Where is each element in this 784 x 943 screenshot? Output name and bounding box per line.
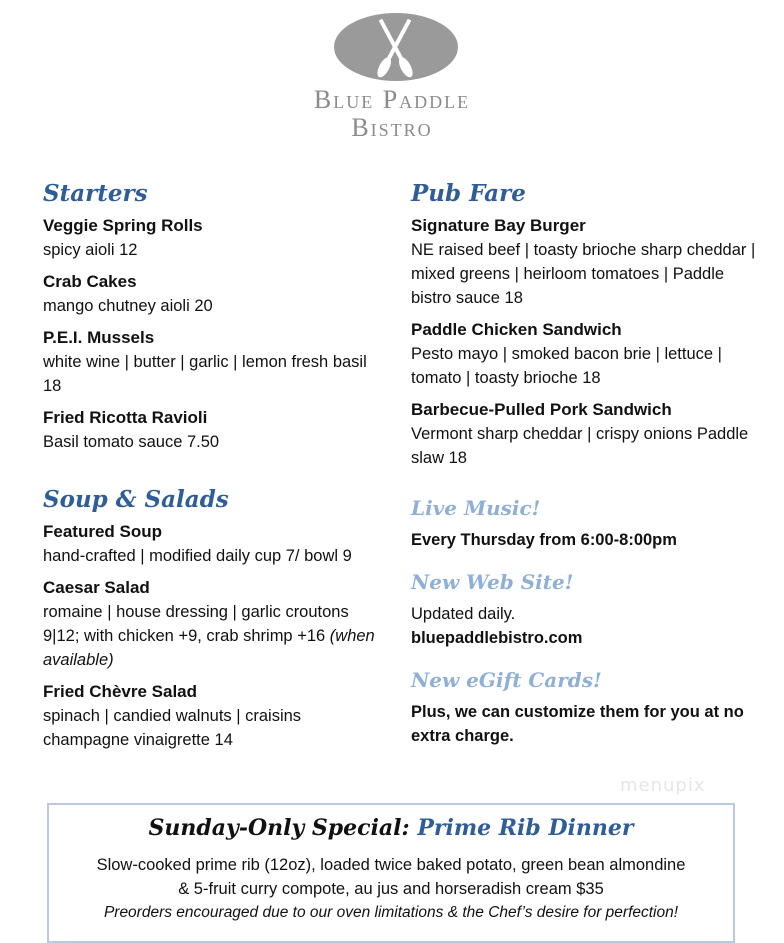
brand-name-line1: Blue Paddle (313, 85, 471, 114)
menu-item (411, 398, 756, 470)
menu-item (43, 214, 383, 262)
special-line: & 5-fruit curry compote, au jus and horseradish cream $35 (178, 880, 604, 898)
special-heading (49, 815, 733, 841)
menu-item (411, 318, 756, 390)
item-name: Caesar Salad (43, 578, 150, 597)
menu-item (411, 214, 756, 310)
website-heading: New Web Site! (411, 570, 574, 594)
menu-item (43, 520, 383, 568)
watermark: menupix (620, 775, 706, 796)
item-desc-text: romaine | house dressing | garlic croutons 9|12; with chicken +9, crab shrimp +16 (43, 603, 349, 645)
item-name: Featured Soup (43, 522, 163, 541)
live-music-heading: Live Music! (411, 496, 541, 520)
item-name: P.E.I. Mussels (43, 328, 155, 347)
crossed-paddles-icon (333, 12, 459, 82)
pubfare-heading: Pub Fare (411, 180, 526, 207)
right-column (411, 178, 756, 748)
menu-item (43, 406, 383, 454)
item-desc: NE raised beef | toasty brioche sharp cheddar | mixed greens | heirloom tomatoes | Paddle bistro sauce 18 (411, 241, 756, 307)
item-desc: spinach | candied walnuts | craisins champagne vinaigrette 14 (43, 707, 302, 749)
menu-item (43, 326, 383, 398)
item-name: Fried Chèvre Salad (43, 682, 198, 701)
item-desc: Basil tomato sauce 7.50 (43, 433, 220, 451)
egift-text: Plus, we can customize them for you at no extra charge. (411, 703, 744, 745)
item-desc: Pesto mayo | smoked bacon brie | lettuce | tomato | toasty brioche 18 (411, 345, 722, 387)
special-line: Slow-cooked prime rib (12oz), loaded twice baked potato, green bean almondine (96, 856, 686, 874)
item-name: Paddle Chicken Sandwich (411, 320, 622, 339)
item-desc (43, 600, 383, 672)
item-desc-note: (when available) (43, 627, 375, 669)
special-title: Prime Rib Dinner (417, 815, 634, 841)
item-desc: white wine | butter | garlic | lemon fresh basil 18 (43, 353, 367, 395)
left-column (43, 178, 383, 760)
website-text: Updated daily. (411, 605, 516, 623)
item-name: Barbecue-Pulled Pork Sandwich (411, 400, 672, 419)
item-desc: spicy aioli 12 (43, 241, 138, 259)
menu-item (43, 270, 383, 318)
item-name: Fried Ricotta Ravioli (43, 408, 208, 427)
brand-name-line2: Bistro (351, 113, 433, 142)
soups-heading: Soup & Salads (43, 486, 229, 513)
special-label: Sunday-Only Special: (148, 815, 410, 841)
item-desc: mango chutney aioli 20 (43, 297, 213, 315)
item-name: Crab Cakes (43, 272, 137, 291)
special-note: Preorders encouraged due to our oven limitations & the Chef’s desire for perfection! (103, 904, 679, 921)
starters-heading: Starters (43, 180, 148, 207)
egift-heading: New eGift Cards! (411, 668, 602, 692)
item-name: Veggie Spring Rolls (43, 216, 203, 235)
website-link[interactable]: bluepaddlebistro.com (411, 629, 583, 647)
item-desc: hand-crafted | modified daily cup 7/ bowl 9 (43, 547, 352, 565)
menu-item (43, 576, 383, 672)
item-desc: Vermont sharp cheddar | crispy onions Paddle slaw 18 (411, 425, 749, 467)
live-music-text: Every Thursday from 6:00-8:00pm (411, 531, 677, 549)
item-name: Signature Bay Burger (411, 216, 586, 235)
sunday-special-box (47, 803, 735, 943)
menu-item (43, 680, 383, 752)
